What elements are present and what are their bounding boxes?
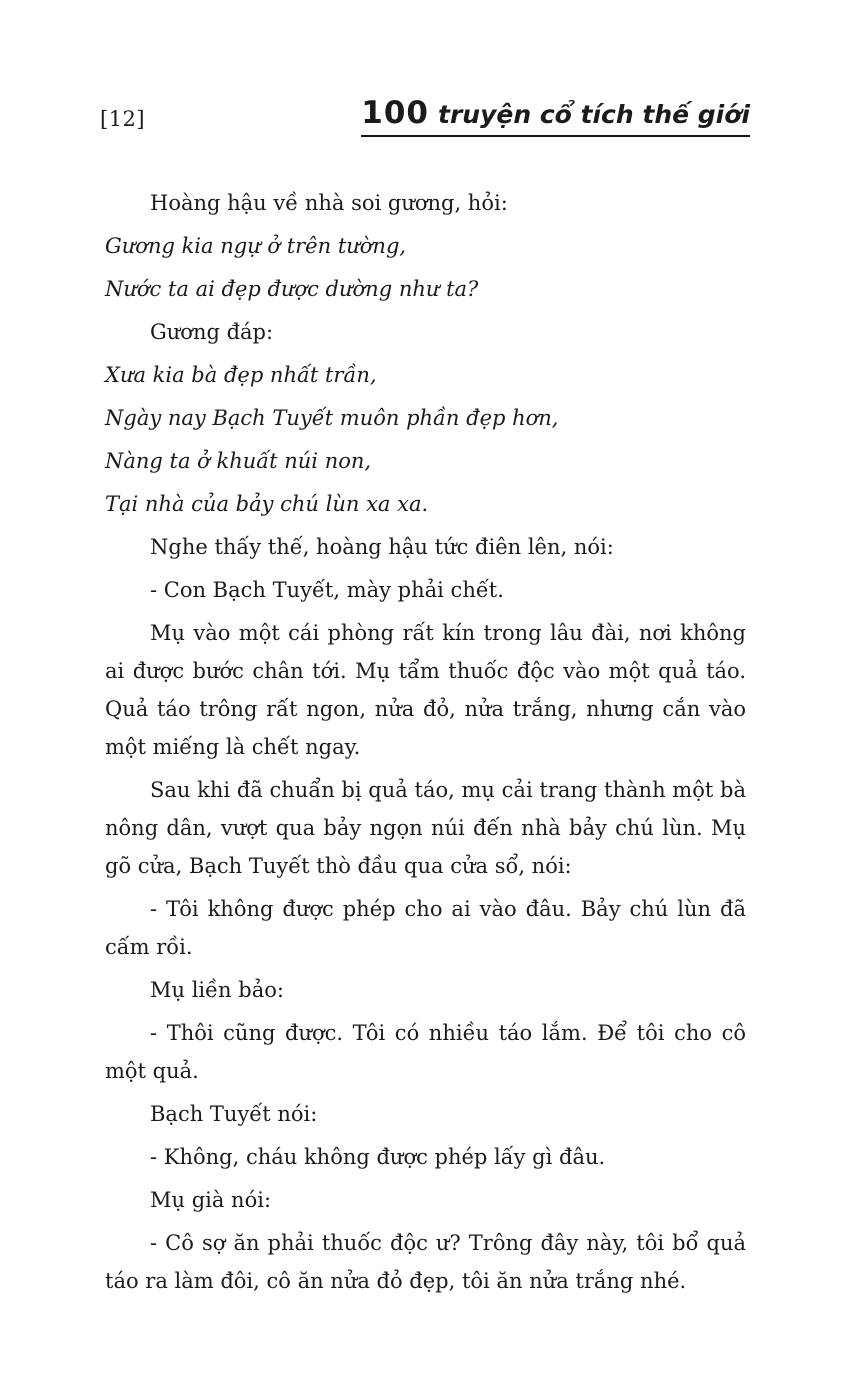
- paragraph: Sau khi đã chuẩn bị quả táo, mụ cải trang thành một bà nông dân, vượt qua bảy ngọn núi đến nhà bảy chú lùn. Mụ gõ cửa, Bạch Tuyết thò đầu qua cửa sổ, nói:: [105, 778, 746, 878]
- page-number: [12]: [100, 107, 146, 131]
- paragraph: Bạch Tuyết nói:: [150, 1102, 318, 1126]
- paragraph: Nghe thấy thế, hoàng hậu tức điên lên, nói:: [150, 535, 614, 559]
- verse-line: Nước ta ai đẹp được dường như ta?: [105, 277, 479, 301]
- verse-line: Tại nhà của bảy chú lùn xa xa.: [105, 492, 429, 516]
- verse-line: Gương kia ngự ở trên tường,: [105, 234, 407, 258]
- page-header: [100, 95, 750, 137]
- paragraph: Mụ già nói:: [150, 1188, 272, 1212]
- dialogue-line: - Con Bạch Tuyết, mày phải chết.: [150, 578, 504, 602]
- verse-line: Ngày nay Bạch Tuyết muôn phần đẹp hơn,: [105, 406, 559, 430]
- paragraph: Hoàng hậu về nhà soi gương, hỏi:: [150, 191, 508, 215]
- verse-line: Nàng ta ở khuất núi non,: [105, 449, 372, 473]
- paragraph: Mụ vào một cái phòng rất kín trong lâu đài, nơi không ai được bước chân tới. Mụ tẩm thuốc độc vào một quả táo. Quả táo trông rất ngon, nửa đỏ, nửa trắng, nhưng cắn vào một miếng là chết ngay.: [105, 621, 746, 759]
- verse-line: Xưa kia bà đẹp nhất trần,: [105, 363, 377, 387]
- paragraph: Gương đáp:: [150, 320, 274, 344]
- book-title-text: truyện cổ tích thế giới: [438, 100, 750, 129]
- dialogue-line: - Cô sợ ăn phải thuốc độc ư? Trông đây này, tôi bổ quả táo ra làm đôi, cô ăn nửa đỏ đẹp, tôi ăn nửa trắng nhé.: [105, 1231, 746, 1293]
- book-title: [361, 95, 750, 137]
- dialogue-line: - Tôi không được phép cho ai vào đâu. Bảy chú lùn đã cấm rồi.: [105, 897, 746, 959]
- dialogue-line: - Không, cháu không được phép lấy gì đâu.: [150, 1145, 606, 1169]
- book-title-number: 100: [361, 95, 429, 131]
- paragraph: Mụ liền bảo:: [150, 978, 284, 1002]
- dialogue-line: - Thôi cũng được. Tôi có nhiều táo lắm. Để tôi cho cô một quả.: [105, 1021, 746, 1083]
- story-text: [105, 184, 746, 1305]
